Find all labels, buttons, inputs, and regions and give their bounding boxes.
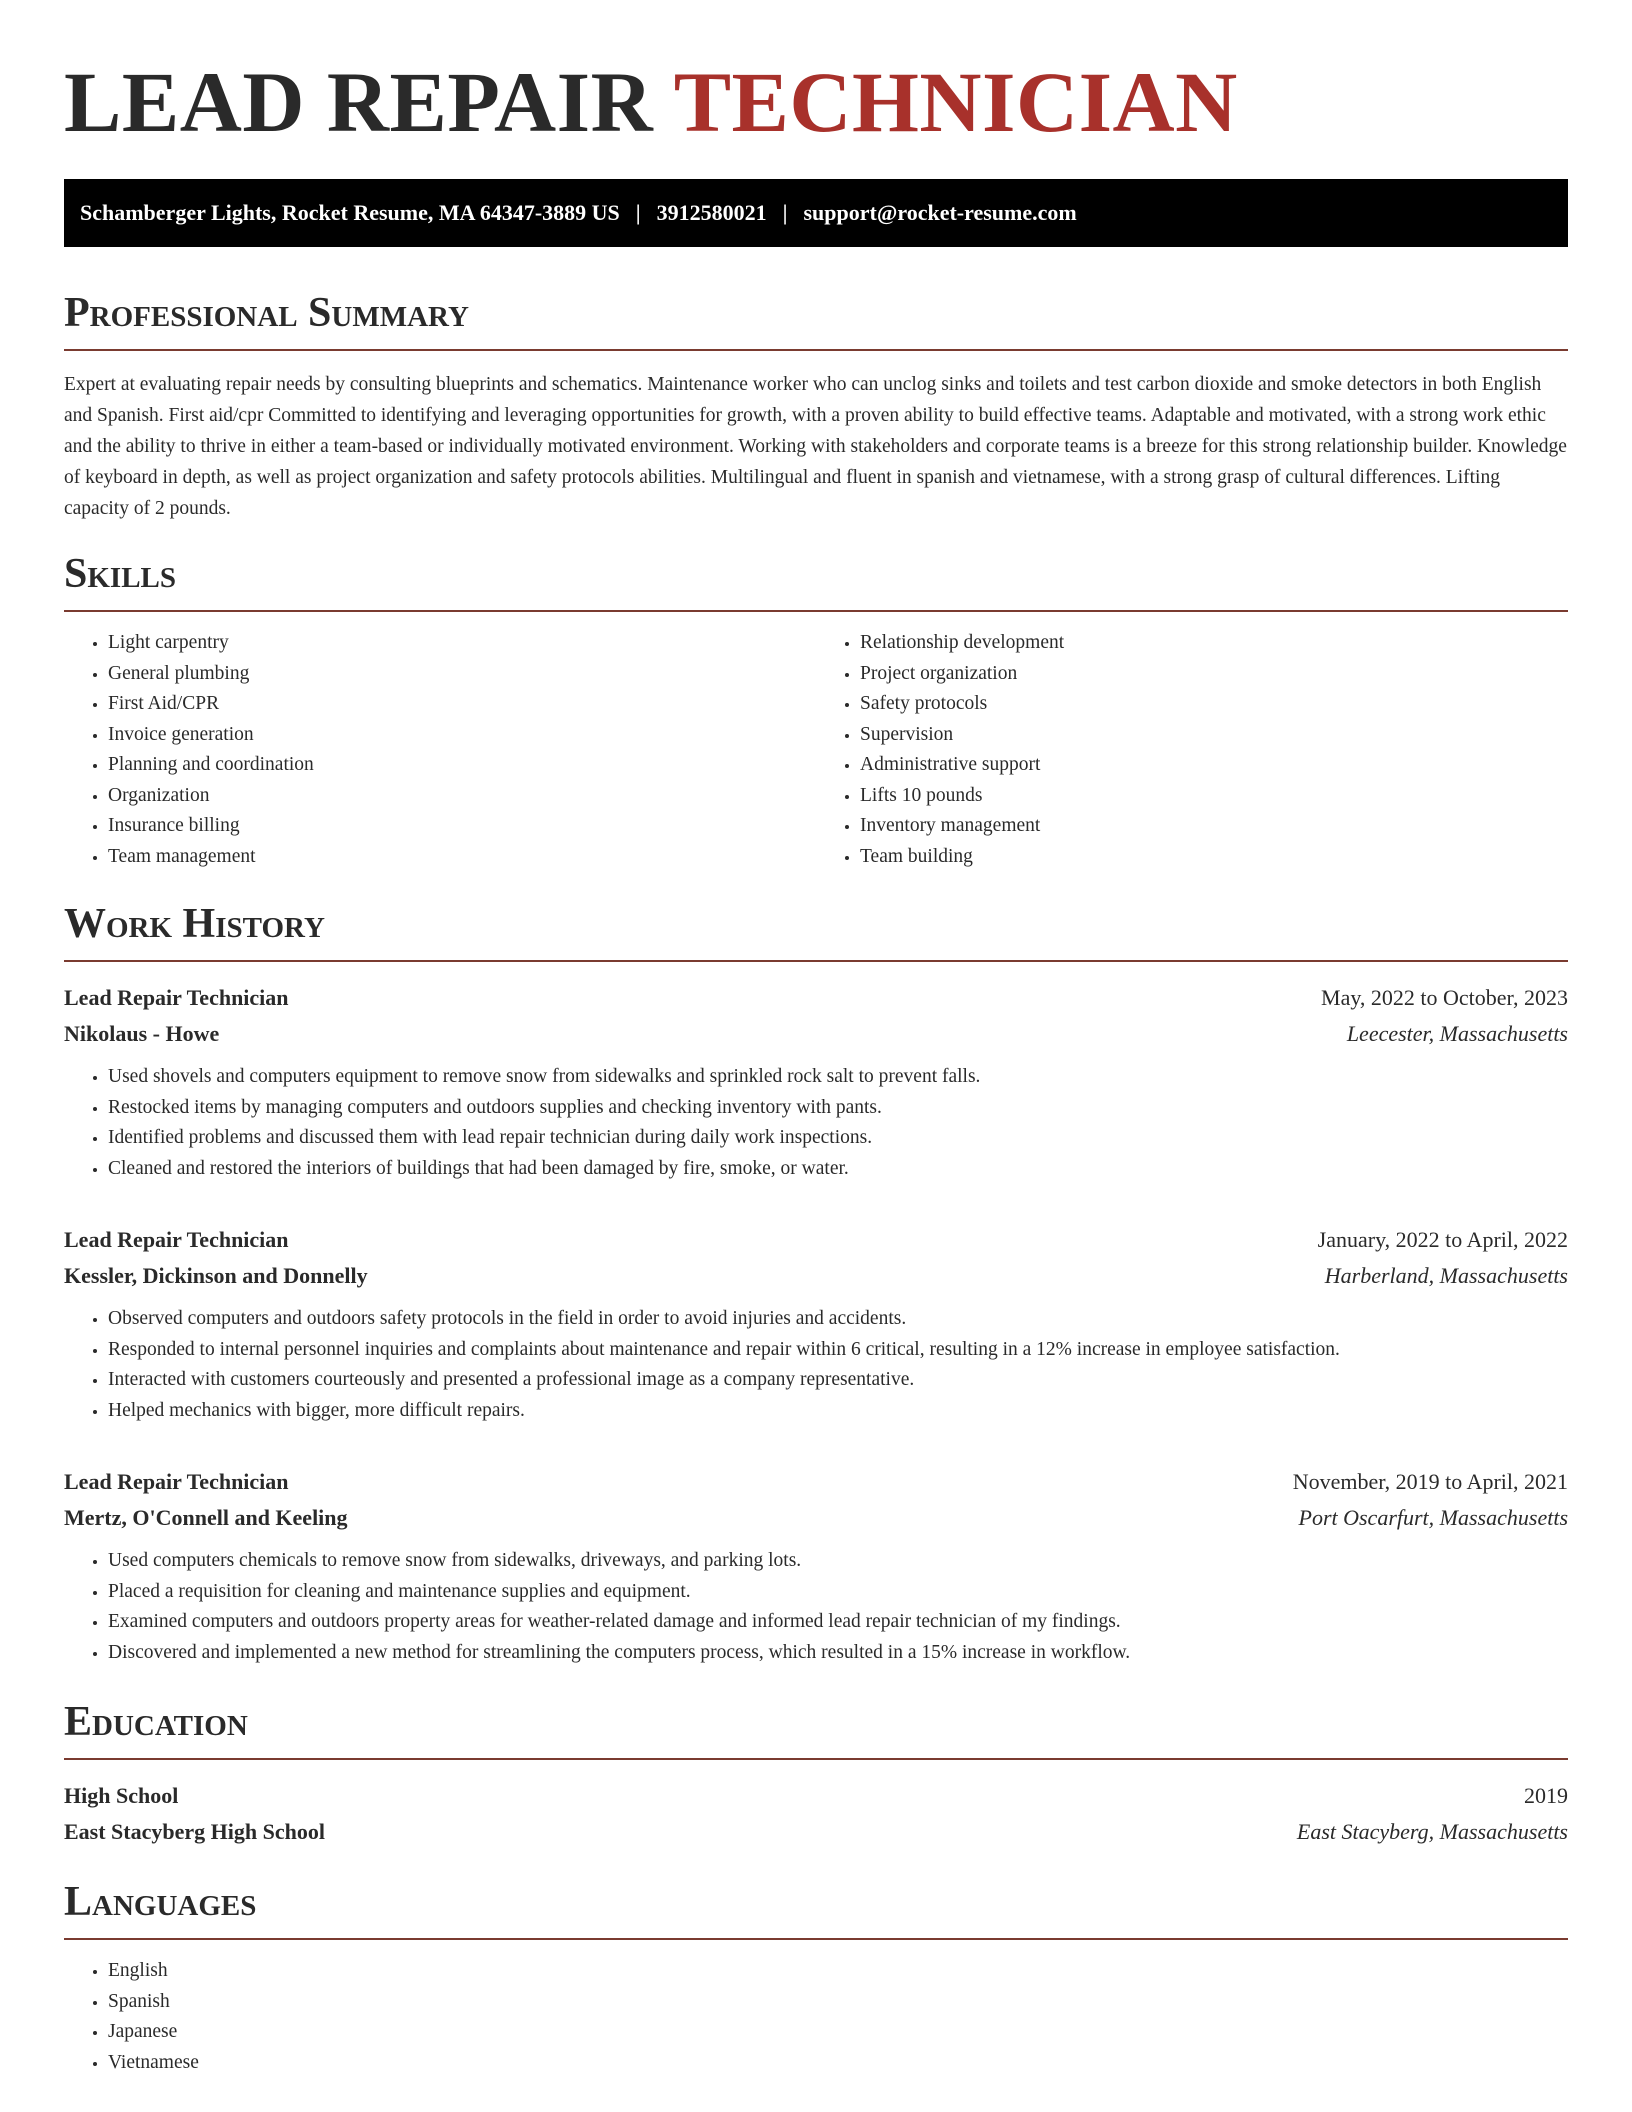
job-company: Nikolaus - Howe bbox=[64, 1021, 220, 1046]
skill-item: • Organization bbox=[108, 781, 816, 812]
skill-item: • Lifts 10 pounds bbox=[860, 781, 1568, 812]
contact-address: Schamberger Lights, Rocket Resume, MA 64347-3889 US bbox=[80, 200, 620, 225]
skill-item: • Relationship development bbox=[860, 628, 1568, 659]
job-bullet: • Responded to internal personnel inquiries and complaints about maintenance and repair within 6 critical, resulting in a 12% increase in employee satisfaction. bbox=[108, 1335, 1568, 1366]
title-part-1: LEAD REPAIR bbox=[64, 54, 674, 150]
job-bullets bbox=[64, 1546, 1568, 1668]
education-heading: Education bbox=[64, 1699, 248, 1745]
job-entry bbox=[64, 980, 1568, 1184]
job-company-row bbox=[64, 1500, 1568, 1536]
skill-item: • First Aid/CPR bbox=[108, 689, 816, 720]
job-header-row bbox=[64, 1222, 1568, 1258]
job-company-row bbox=[64, 1258, 1568, 1294]
job-bullet: • Examined computers and outdoors property areas for weather-related damage and informed lead repair technician of my findings. bbox=[108, 1607, 1568, 1638]
job-company-row bbox=[64, 1016, 1568, 1052]
job-title: Lead Repair Technician bbox=[64, 1469, 289, 1494]
education-section bbox=[64, 1696, 1568, 1850]
education-year: 2019 bbox=[1524, 1783, 1568, 1808]
job-dates: May, 2022 to October, 2023 bbox=[1321, 985, 1568, 1010]
section-divider bbox=[64, 349, 1568, 351]
job-bullets bbox=[64, 1062, 1568, 1184]
summary-heading: Professional Summary bbox=[64, 290, 469, 336]
education-school: East Stacyberg High School bbox=[64, 1819, 325, 1844]
job-entry bbox=[64, 1222, 1568, 1426]
job-bullet: • Used computers chemicals to remove snow from sidewalks, driveways, and parking lots. bbox=[108, 1546, 1568, 1577]
summary-section bbox=[64, 287, 1568, 524]
contact-phone: 3912580021 bbox=[656, 200, 767, 225]
skill-item: • Light carpentry bbox=[108, 628, 816, 659]
job-bullet: • Observed computers and outdoors safety protocols in the field in order to avoid injuries and accidents. bbox=[108, 1304, 1568, 1335]
skill-item: • General plumbing bbox=[108, 659, 816, 690]
job-bullet: • Used shovels and computers equipment to remove snow from sidewalks and sprinkled rock salt to prevent falls. bbox=[108, 1062, 1568, 1093]
section-divider bbox=[64, 960, 1568, 962]
education-school-row bbox=[64, 1814, 1568, 1850]
contact-bar bbox=[64, 179, 1568, 247]
job-dates: January, 2022 to April, 2022 bbox=[1317, 1227, 1568, 1252]
skill-item: • Project organization bbox=[860, 659, 1568, 690]
skill-item: • Invoice generation bbox=[108, 720, 816, 751]
language-item: • Vietnamese bbox=[108, 2048, 1568, 2079]
work-history-section bbox=[64, 898, 1568, 1668]
job-dates: November, 2019 to April, 2021 bbox=[1292, 1469, 1568, 1494]
job-header-row bbox=[64, 1464, 1568, 1500]
job-bullet: • Cleaned and restored the interiors of buildings that had been damaged by fire, smoke, or water. bbox=[108, 1154, 1568, 1185]
skill-item: • Team building bbox=[860, 842, 1568, 873]
section-divider bbox=[64, 610, 1568, 612]
job-bullet: • Placed a requisition for cleaning and maintenance supplies and equipment. bbox=[108, 1577, 1568, 1608]
job-entry bbox=[64, 1464, 1568, 1668]
language-item: • Spanish bbox=[108, 1987, 1568, 2018]
job-location: Leecester, Massachusetts bbox=[1346, 1021, 1568, 1046]
job-header-row bbox=[64, 980, 1568, 1016]
contact-email: support@rocket-resume.com bbox=[803, 200, 1077, 225]
languages-list bbox=[64, 1956, 1568, 2078]
skills-section bbox=[64, 548, 1568, 872]
job-bullet: • Restocked items by managing computers and outdoors supplies and checking inventory with pants. bbox=[108, 1093, 1568, 1124]
title-part-2: TECHNICIAN bbox=[673, 54, 1238, 150]
education-degree: High School bbox=[64, 1783, 179, 1808]
job-title: Lead Repair Technician bbox=[64, 985, 289, 1010]
skills-heading: Skills bbox=[64, 551, 177, 597]
skills-grid bbox=[64, 628, 1568, 872]
job-company: Kessler, Dickinson and Donnelly bbox=[64, 1263, 368, 1288]
education-location: East Stacyberg, Massachusetts bbox=[1296, 1819, 1568, 1844]
job-bullet: • Discovered and implemented a new method for streamlining the computers process, which resulted in a 15% increase in workflow. bbox=[108, 1638, 1568, 1669]
contact-separator: | bbox=[782, 200, 788, 225]
contact-separator: | bbox=[635, 200, 641, 225]
skills-list-right bbox=[816, 628, 1568, 872]
resume-page bbox=[64, 0, 1568, 2078]
skill-item: • Supervision bbox=[860, 720, 1568, 751]
language-item: • English bbox=[108, 1956, 1568, 1987]
skill-item: • Team management bbox=[108, 842, 816, 873]
section-divider bbox=[64, 1938, 1568, 1940]
job-bullet: • Interacted with customers courteously and presented a professional image as a company representative. bbox=[108, 1365, 1568, 1396]
skill-item: • Inventory management bbox=[860, 811, 1568, 842]
job-company: Mertz, O'Connell and Keeling bbox=[64, 1505, 348, 1530]
skill-item: • Planning and coordination bbox=[108, 750, 816, 781]
summary-text: Expert at evaluating repair needs by consulting blueprints and schematics. Maintenance worker who can unclog sinks and toilets and test carbon dioxide and smoke detectors in both English and Spanish. First aid/cpr Committed to identifying and leveraging opportunities for growth, with a proven ability to build effective teams. Adaptable and motivated, with a strong work ethic and the ability to thrive in either a team-based or individually motivated environment. Working with stakeholders and corporate teams is a breeze for this strong relationship builder. Knowledge of keyboard in depth, as well as project organization and safety protocols abilities. Multilingual and fluent in spanish and vietnamese, with a strong grasp of cultural differences. Lifting capacity of 2 pounds. bbox=[64, 374, 1567, 519]
skills-list-left bbox=[64, 628, 816, 872]
job-location: Port Oscarfurt, Massachusetts bbox=[1298, 1505, 1568, 1530]
education-header-row bbox=[64, 1778, 1568, 1814]
education-entry bbox=[64, 1778, 1568, 1850]
job-title: Lead Repair Technician bbox=[64, 1227, 289, 1252]
languages-heading: Languages bbox=[64, 1879, 257, 1925]
work-history-heading: Work History bbox=[64, 901, 325, 947]
job-bullets bbox=[64, 1304, 1568, 1426]
skill-item: • Insurance billing bbox=[108, 811, 816, 842]
resume-title bbox=[64, 50, 1568, 154]
language-item: • Japanese bbox=[108, 2017, 1568, 2048]
job-location: Harberland, Massachusetts bbox=[1324, 1263, 1568, 1288]
languages-section bbox=[64, 1876, 1568, 2078]
skill-item: • Safety protocols bbox=[860, 689, 1568, 720]
job-bullet: • Identified problems and discussed them with lead repair technician during daily work inspections. bbox=[108, 1123, 1568, 1154]
skill-item: • Administrative support bbox=[860, 750, 1568, 781]
section-divider bbox=[64, 1758, 1568, 1760]
job-bullet: • Helped mechanics with bigger, more difficult repairs. bbox=[108, 1396, 1568, 1427]
